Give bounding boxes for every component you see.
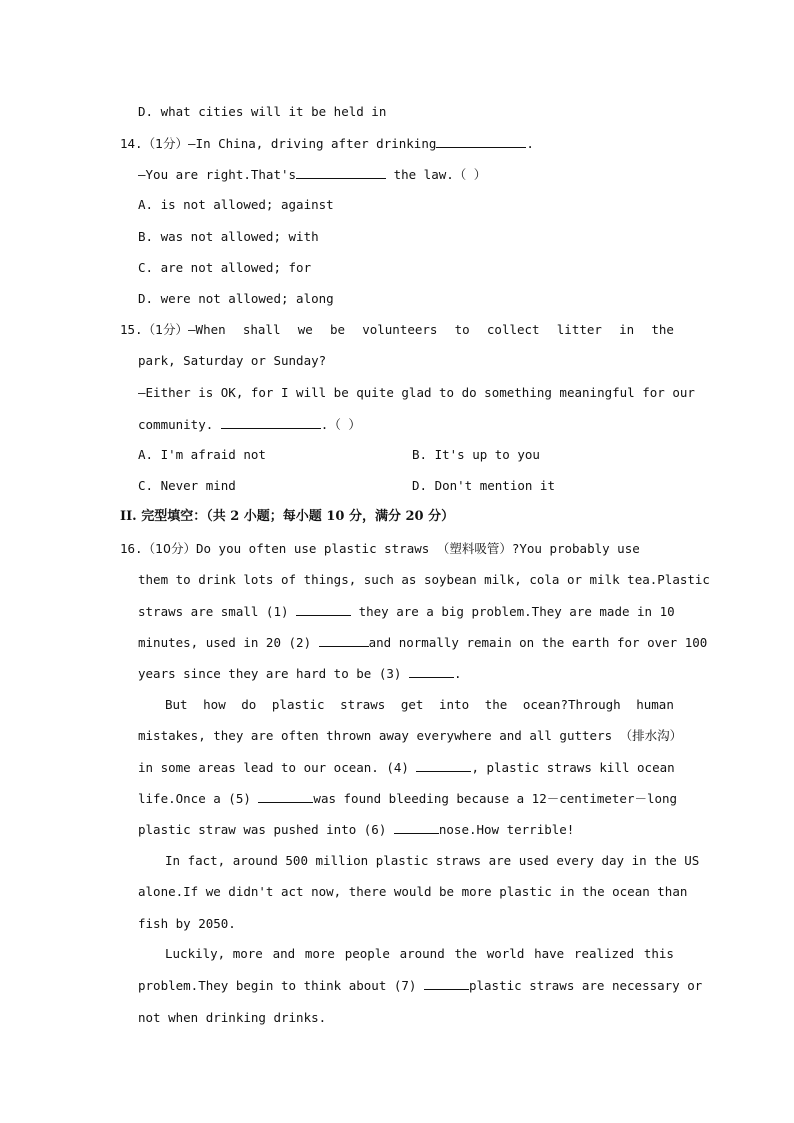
q14-blank-1[interactable] (436, 134, 526, 148)
q14-stem-a-end: . (526, 136, 534, 151)
q14-option-a[interactable]: A. is not allowed; against (138, 197, 334, 212)
word: do (241, 697, 257, 712)
word: to (454, 322, 470, 337)
q15-score: （1分） (142, 322, 189, 337)
q16-p2-line-4-text: life.Once a (5) (138, 791, 259, 806)
q16-p2-line-5 (138, 820, 574, 839)
word: this (643, 946, 674, 961)
word: how (203, 697, 226, 712)
q16-p2-line-5-end: nose.How terrible! (438, 822, 575, 837)
q16-line-3-text: straws are small (1) (138, 604, 297, 619)
q15-stem-c-end: .（ ） (320, 417, 361, 432)
word: Luckily, more (165, 946, 263, 961)
q14-stem-a (120, 134, 534, 153)
q16-p4-line-2 (138, 976, 702, 995)
q15-number: 15. (120, 322, 143, 337)
q14-option-d[interactable]: D. were not allowed; along (138, 291, 334, 306)
word: realized (573, 946, 635, 961)
section-2-heading: II. 完型填空：（共 2 小题；每小题 10 分，满分 20 分） (120, 509, 455, 524)
q16-blank-6[interactable] (394, 820, 439, 834)
q15-blank[interactable] (221, 415, 321, 429)
q14-stem-b-text: —You are right.That's (138, 167, 297, 182)
q16-p2-line-4 (138, 789, 677, 808)
q16-blank-3[interactable] (409, 664, 454, 678)
q16-p2-line-1 (165, 696, 674, 714)
q16-blank-4[interactable] (416, 758, 471, 772)
word: plastic (271, 697, 325, 712)
q15-stem-words (188, 321, 674, 339)
word: collect (486, 322, 540, 337)
q16-line-1-text: Do you often use plastic straws (195, 541, 437, 556)
q16-blank-7[interactable] (424, 976, 469, 990)
q16-line-4 (138, 633, 707, 652)
q16-line-4-text: minutes, used in 20 (2) (138, 635, 319, 650)
q15-option-d[interactable]: D. Don't mention it (412, 478, 555, 493)
q16-p2-line-3-text: in some areas lead to our ocean. (4) (138, 760, 417, 775)
q14-blank-2[interactable] (296, 165, 386, 179)
q16-line-3 (138, 602, 675, 621)
q16-p3-line-3: fish by 2050. (138, 916, 236, 931)
q16-p2-line-3 (138, 758, 675, 777)
q14-stem-b-end: the law.（ ） (386, 167, 487, 182)
word: the (651, 322, 674, 337)
q16-line-2: them to drink lots of things, such as soybean milk, cola or milk tea.Plastic (138, 572, 710, 587)
q16-line-1-end: ?You probably use (511, 541, 640, 556)
word: volunteers (362, 322, 438, 337)
q16-p4-line-2-end: plastic straws are necessary or (468, 978, 703, 993)
word: litter (556, 322, 602, 337)
q16-line-5-text: years since they are hard to be (3) (138, 666, 409, 681)
word: the (484, 697, 508, 712)
q16-p4-line-1 (165, 945, 674, 963)
word: we (297, 322, 313, 337)
q15-stem-line-3: —Either is OK, for I will be quite glad to do something meaningful for our (138, 385, 695, 400)
q16-line-5 (138, 664, 461, 683)
word: ocean?Through (522, 697, 621, 712)
q15-option-a[interactable]: A. I'm afraid not (138, 447, 266, 462)
q16-p2-line-2-text: mistakes, they are often thrown away everywhere and all gutters (138, 728, 620, 743)
word: around (399, 946, 445, 961)
q16-line-1 (120, 540, 640, 558)
q16-line-1-gloss: （塑料吸管） (436, 541, 512, 556)
word: straws (340, 697, 386, 712)
word: human (636, 697, 674, 712)
q16-p4-line-2-text: problem.They begin to think about (7) (138, 978, 424, 993)
q16-p3-line-1: In fact, around 500 million plastic straws are used every day in the US (165, 853, 700, 868)
q16-p2-line-4-end: was found bleeding because a 12－centimeter－long (313, 791, 678, 806)
q13-option-d: D. what cities will it be held in (138, 104, 387, 119)
q15-option-b[interactable]: B. It's up to you (412, 447, 540, 462)
q16-p2-line-3-end: , plastic straws kill ocean (471, 760, 675, 775)
q14-stem-b (138, 165, 486, 184)
word: the (454, 946, 478, 961)
word: shall (242, 322, 281, 337)
word: and (272, 946, 296, 961)
q14-option-c[interactable]: C. are not allowed; for (138, 260, 312, 275)
q16-p2-line-2-gloss: （排水沟） (619, 728, 683, 743)
word: into (439, 697, 470, 712)
word: get (400, 697, 424, 712)
q14-number: 14. (120, 136, 143, 151)
q15-stem-c-text: community. (138, 417, 221, 432)
q15-stem-line-2: park, Saturday or Sunday? (138, 353, 327, 368)
q14-score: （1分） (142, 136, 189, 151)
q16-p4-line-3: not when drinking drinks. (138, 1010, 327, 1025)
q16-number: 16. (120, 541, 143, 556)
q16-p2-line-5-text: plastic straw was pushed into (6) (138, 822, 394, 837)
q16-p2-line-2 (138, 727, 682, 745)
q16-blank-2[interactable] (319, 633, 369, 647)
q15-stem-line-4 (138, 415, 361, 434)
word: people (344, 946, 390, 961)
word: —When (188, 322, 226, 337)
word: be (329, 322, 345, 337)
word: have (534, 946, 565, 961)
q14-stem-a-text: —In China, driving after drinking (188, 136, 437, 151)
word: in (619, 322, 635, 337)
word: world (486, 946, 525, 961)
q16-blank-5[interactable] (258, 789, 313, 803)
q16-line-5-end: . (453, 666, 462, 681)
q16-p3-line-2: alone.If we didn't act now, there would be more plastic in the ocean than (138, 884, 688, 899)
word: more (304, 946, 335, 961)
q16-blank-1[interactable] (296, 602, 351, 616)
word: But (165, 697, 188, 712)
q14-option-b[interactable]: B. was not allowed; with (138, 229, 319, 244)
q16-score: （10分） (142, 541, 196, 556)
q15-stem-line-1 (120, 321, 674, 339)
q15-option-c[interactable]: C. Never mind (138, 478, 236, 493)
q16-line-3-end: they are a big problem.They are made in 10 (351, 604, 675, 619)
q16-line-4-end: and normally remain on the earth for over 100 (368, 635, 708, 650)
